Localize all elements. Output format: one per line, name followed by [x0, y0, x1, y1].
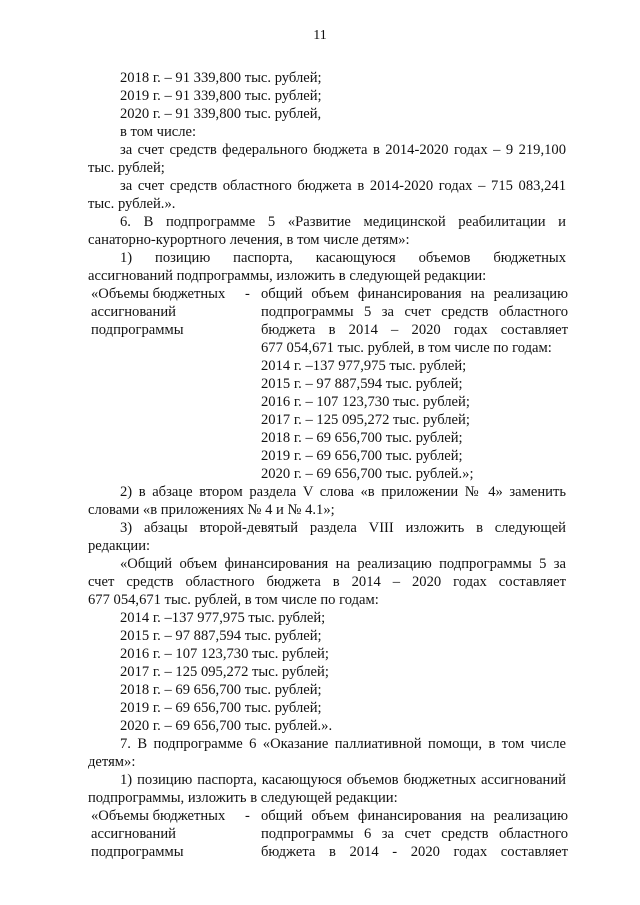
table-right-line: 2020 г. – 69 656,700 тыс. рублей.»; — [261, 466, 474, 482]
table-right-line: 2018 г. – 69 656,700 тыс. рублей; — [261, 430, 463, 446]
quote-year-line: 2018 г. – 69 656,700 тыс. рублей; — [120, 682, 322, 698]
table-right-line: 2016 г. – 107 123,730 тыс. рублей; — [261, 394, 470, 410]
federal-funds-line: за счет средств федерального бюджета в 2014-2020 годах – 9 219,100 — [120, 142, 566, 158]
item6-para1: 1) позицию паспорта, касающуюся объемов бюджетных — [120, 250, 566, 266]
item6-heading-cont: санаторно-курортного лечения, в том числе детям»: — [88, 232, 410, 248]
federal-funds-line-cont: тыс. рублей; — [88, 160, 165, 176]
item6-heading: 6. В подпрограмме 5 «Развитие медицинской реабилитации и — [120, 214, 566, 230]
table-right-line: бюджета в 2014 - 2020 годах составляет — [261, 844, 568, 860]
table-left-label: «Объемы бюджетных — [91, 808, 226, 824]
year-line: 2019 г. – 91 339,800 тыс. рублей; — [120, 88, 322, 104]
table-right-line: 2014 г. –137 977,975 тыс. рублей; — [261, 358, 467, 374]
quote-line: 677 054,671 тыс. рублей, в том числе по годам: — [88, 592, 379, 608]
page-number: 11 — [313, 28, 327, 43]
item7-heading-cont: детям»: — [88, 754, 136, 770]
quote-year-line: 2015 г. – 97 887,594 тыс. рублей; — [120, 628, 322, 644]
table-right-line: общий объем финансирования на реализацию — [261, 808, 568, 824]
year-line: 2020 г. – 91 339,800 тыс. рублей, — [120, 106, 322, 122]
including-label: в том числе: — [120, 124, 197, 140]
regional-funds-line-cont: тыс. рублей.». — [88, 196, 176, 212]
quote-year-line: 2014 г. –137 977,975 тыс. рублей; — [120, 610, 326, 626]
item6-para3-cont: редакции: — [88, 538, 151, 554]
quote-year-line: 2017 г. – 125 095,272 тыс. рублей; — [120, 664, 329, 680]
item6-para1-cont: ассигнований подпрограммы, изложить в следующей редакции: — [88, 268, 487, 284]
table-right-line: общий объем финансирования на реализацию — [261, 286, 568, 302]
table-right-line: 2015 г. – 97 887,594 тыс. рублей; — [261, 376, 463, 392]
table-right-line: 2019 г. – 69 656,700 тыс. рублей; — [261, 448, 463, 464]
item6-para2-cont: словами «в приложениях № 4 и № 4.1»; — [88, 502, 335, 518]
table-left-label: ассигнований — [91, 826, 176, 842]
item7-para1: 1) позицию паспорта, касающуюся объемов бюджетных ассигнований — [120, 772, 566, 788]
year-line: 2018 г. – 91 339,800 тыс. рублей; — [120, 70, 322, 86]
quote-line: «Общий объем финансирования на реализацию подпрограммы 5 за — [120, 556, 566, 572]
table-dash: - — [245, 286, 250, 302]
quote-line: счет средств областного бюджета в 2014 – 2020 годах составляет — [88, 574, 566, 590]
quote-year-line: 2016 г. – 107 123,730 тыс. рублей; — [120, 646, 329, 662]
item6-para3: 3) абзацы второй-девятый раздела VIII изложить в следующей — [120, 520, 566, 536]
table-right-line: бюджета в 2014 – 2020 годах составляет — [261, 322, 568, 338]
table-right-line: 2017 г. – 125 095,272 тыс. рублей; — [261, 412, 470, 428]
quote-year-line: 2020 г. – 69 656,700 тыс. рублей.». — [120, 718, 333, 734]
quote-year-line: 2019 г. – 69 656,700 тыс. рублей; — [120, 700, 322, 716]
table-right-line: 677 054,671 тыс. рублей, в том числе по годам: — [261, 340, 552, 356]
item6-para2: 2) в абзаце втором раздела V слова «в приложении № 4» заменить — [120, 484, 566, 500]
table-right-line: подпрограммы 5 за счет средств областного — [261, 304, 568, 320]
table-dash: - — [245, 808, 250, 824]
item7-para1-cont: подпрограммы, изложить в следующей редакции: — [88, 790, 398, 806]
item7-heading: 7. В подпрограмме 6 «Оказание паллиативной помощи, в том числе — [120, 736, 566, 752]
table-right-line: подпрограммы 6 за счет средств областного — [261, 826, 568, 842]
table-left-label: ассигнований — [91, 304, 176, 320]
table-left-label: подпрограммы — [91, 322, 184, 338]
regional-funds-line: за счет средств областного бюджета в 2014-2020 годах – 715 083,241 — [120, 178, 566, 194]
table-left-label: «Объемы бюджетных — [91, 286, 226, 302]
table-left-label: подпрограммы — [91, 844, 184, 860]
